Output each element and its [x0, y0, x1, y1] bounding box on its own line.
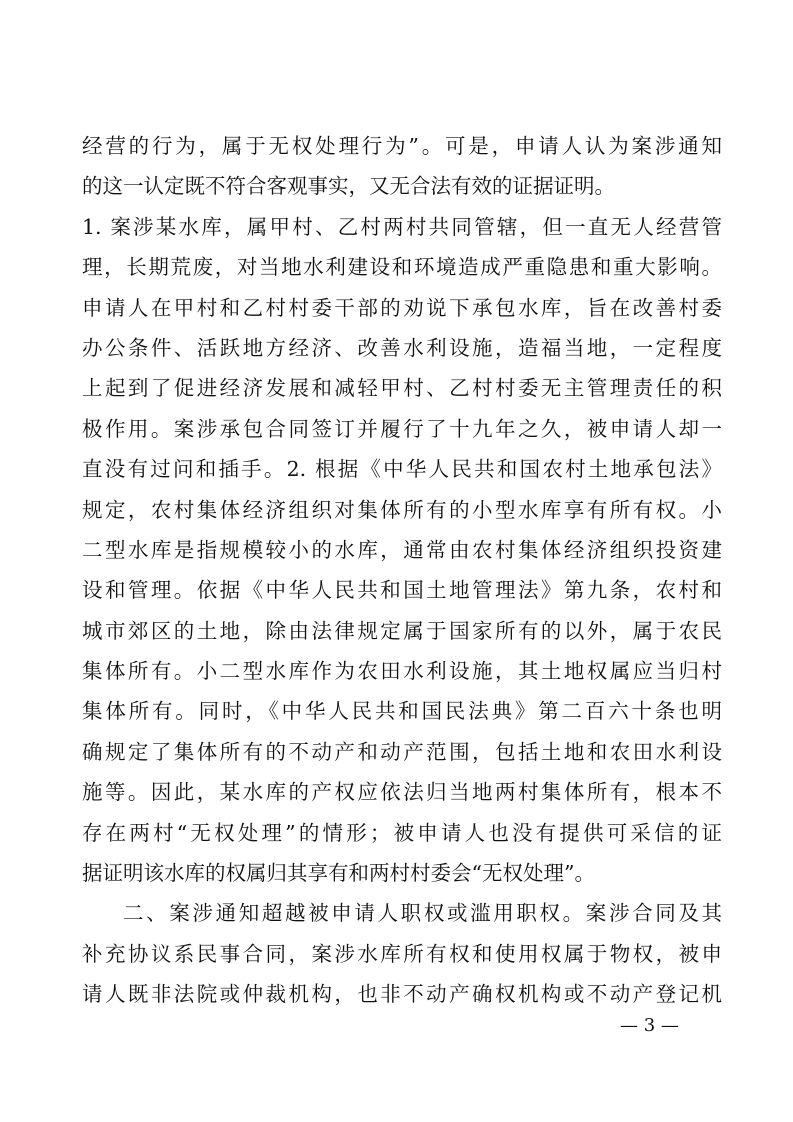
text-line: 据证明该水库的权属归其享有和两村村委会“无权处理”。: [82, 861, 595, 886]
text-line: 1. 案涉某水库，属甲村、乙村两村共同管辖，但一直无人经营管: [82, 214, 722, 239]
text-line: 规定，农村集体经济组织对集体所有的小型水库享有所有权。小: [82, 497, 722, 522]
text-line: 设和管理。依据《中华人民共和国土地管理法》第九条，农村和: [82, 578, 722, 603]
text-line: 经营的行为，属于无权处理行为”。可是，申请人认为案涉通知: [82, 134, 722, 158]
text-line: 补充协议系民事合同，案涉水库所有权和使用权属于物权，被申: [82, 941, 722, 966]
text-line: 施等。因此，某水库的产权应依法归当地两村集体所有，根本不: [82, 780, 722, 805]
text-line: 上起到了促进经济发展和减轻甲村、乙村村委无主管理责任的积: [82, 376, 722, 401]
text-line: 办公条件、活跃地方经济、改善水利设施，造福当地，一定程度: [82, 335, 722, 360]
text-line: 申请人在甲村和乙村村委干部的劝说下承包水库，旨在改善村委: [82, 295, 722, 320]
text-line: 城市郊区的土地，除由法律规定属于国家所有的以外，属于农民: [82, 618, 722, 643]
text-line: 极作用。案涉承包合同签订并履行了十九年之久，被申请人却一: [82, 416, 722, 441]
text-line: 存在两村“无权处理”的情形；被申请人也没有提供可采信的证: [82, 820, 722, 845]
page-number: — 3 —: [620, 1015, 679, 1036]
text-line: 理，长期荒废，对当地水利建设和环境造成严重隐患和重大影响。: [82, 255, 722, 280]
text-line: 二型水库是指规模较小的水库，通常由农村集体经济组织投资建: [82, 537, 722, 562]
text-line: 直没有过问和插手。2. 根据《中华人民共和国农村土地承包法》: [82, 457, 722, 482]
text-line: 请人既非法院或仲裁机构，也非不动产确权机构或不动产登记机: [82, 982, 722, 1007]
body-text: [82, 126, 722, 1015]
text-line: 集体所有。同时，《中华人民共和国民法典》第二百六十条也明: [82, 699, 722, 724]
text-line: 二、案涉通知超越被申请人职权或滥用职权。案涉合同及其: [123, 901, 722, 926]
text-line: 确规定了集体所有的不动产和动产范围，包括土地和农田水利设: [82, 739, 722, 764]
text-line: 的这一认定既不符合客观事实，又无合法有效的证据证明。: [82, 174, 615, 199]
text-line: 集体所有。小二型水库作为农田水利设施，其土地权属应当归村: [82, 659, 722, 684]
